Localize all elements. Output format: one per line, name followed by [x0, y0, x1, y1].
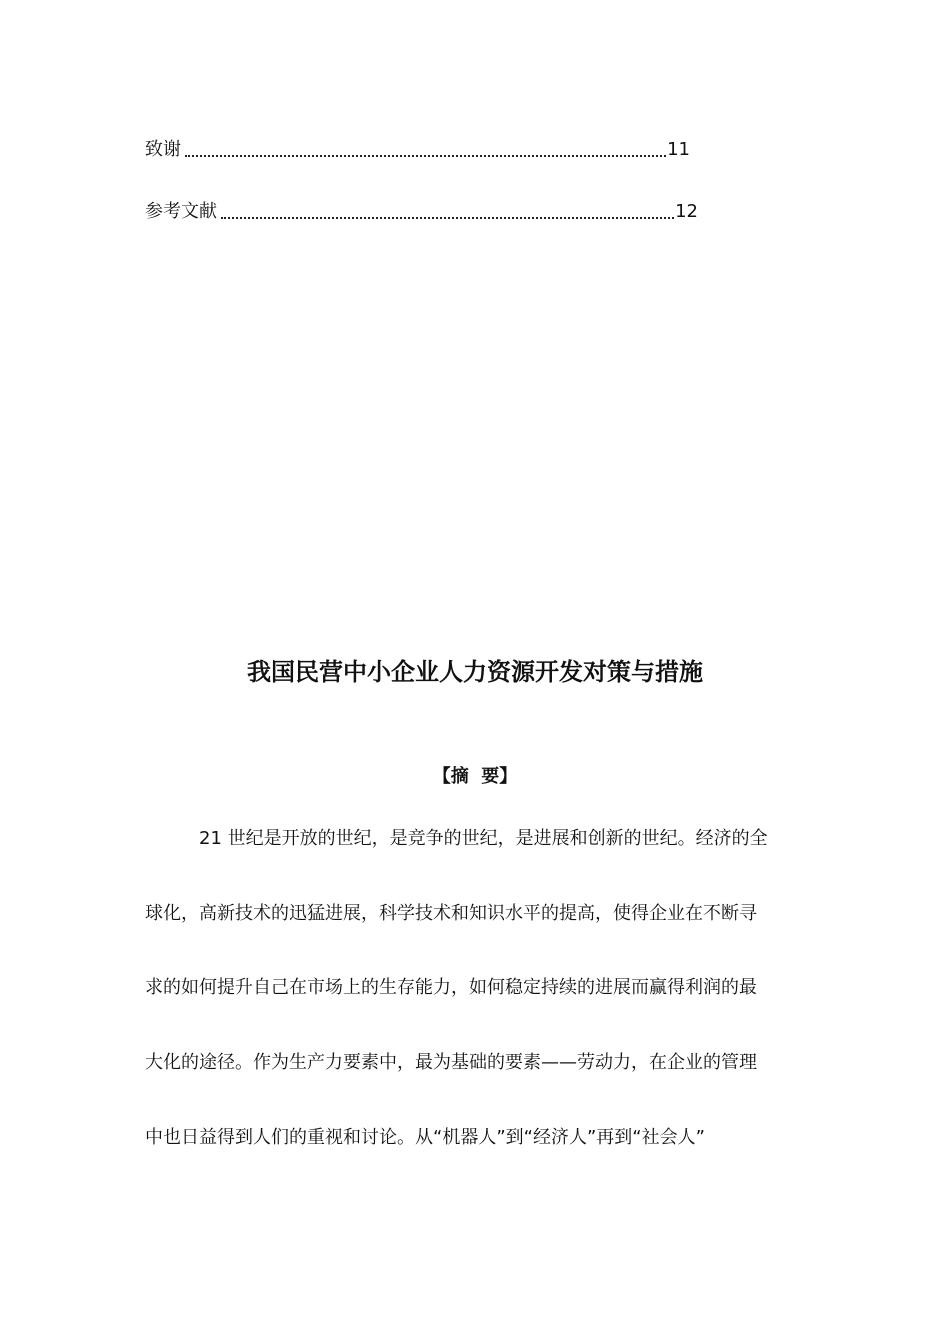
abstract-line: 球化，高新技术的迅猛进展，科学技术和知识水平的提高，使得企业在不断寻	[145, 903, 757, 924]
toc-page-number: 11	[667, 139, 690, 160]
toc-entry-label: 致谢	[145, 139, 181, 160]
toc-entry-label: 参考文献	[145, 201, 217, 222]
abstract-line: 21 世纪是开放的世纪，是竞争的世纪，是进展和创新的世纪。经济的全	[199, 828, 768, 849]
toc-leader-dots	[185, 155, 666, 157]
abstract-heading-text: 【摘 要】	[432, 766, 518, 787]
abstract-line: 求的如何提升自己在市场上的生存能力，如何稳定持续的进展而赢得利润的最	[145, 977, 757, 998]
toc-entry-acknowledgements[interactable]	[145, 138, 690, 162]
abstract-line: 中也日益得到人们的重视和讨论。从“机器人”到“经济人”再到“社会人”	[145, 1127, 705, 1148]
abstract-heading	[0, 764, 950, 790]
toc-leader-dots	[221, 217, 674, 219]
abstract-line: 大化的途径。作为生产力要素中，最为基础的要素——劳动力，在企业的管理	[145, 1052, 757, 1073]
toc-page-number: 12	[675, 201, 698, 222]
toc-entry-references[interactable]	[145, 200, 698, 224]
document-title: 我国民营中小企业人力资源开发对策与措施	[247, 658, 703, 686]
